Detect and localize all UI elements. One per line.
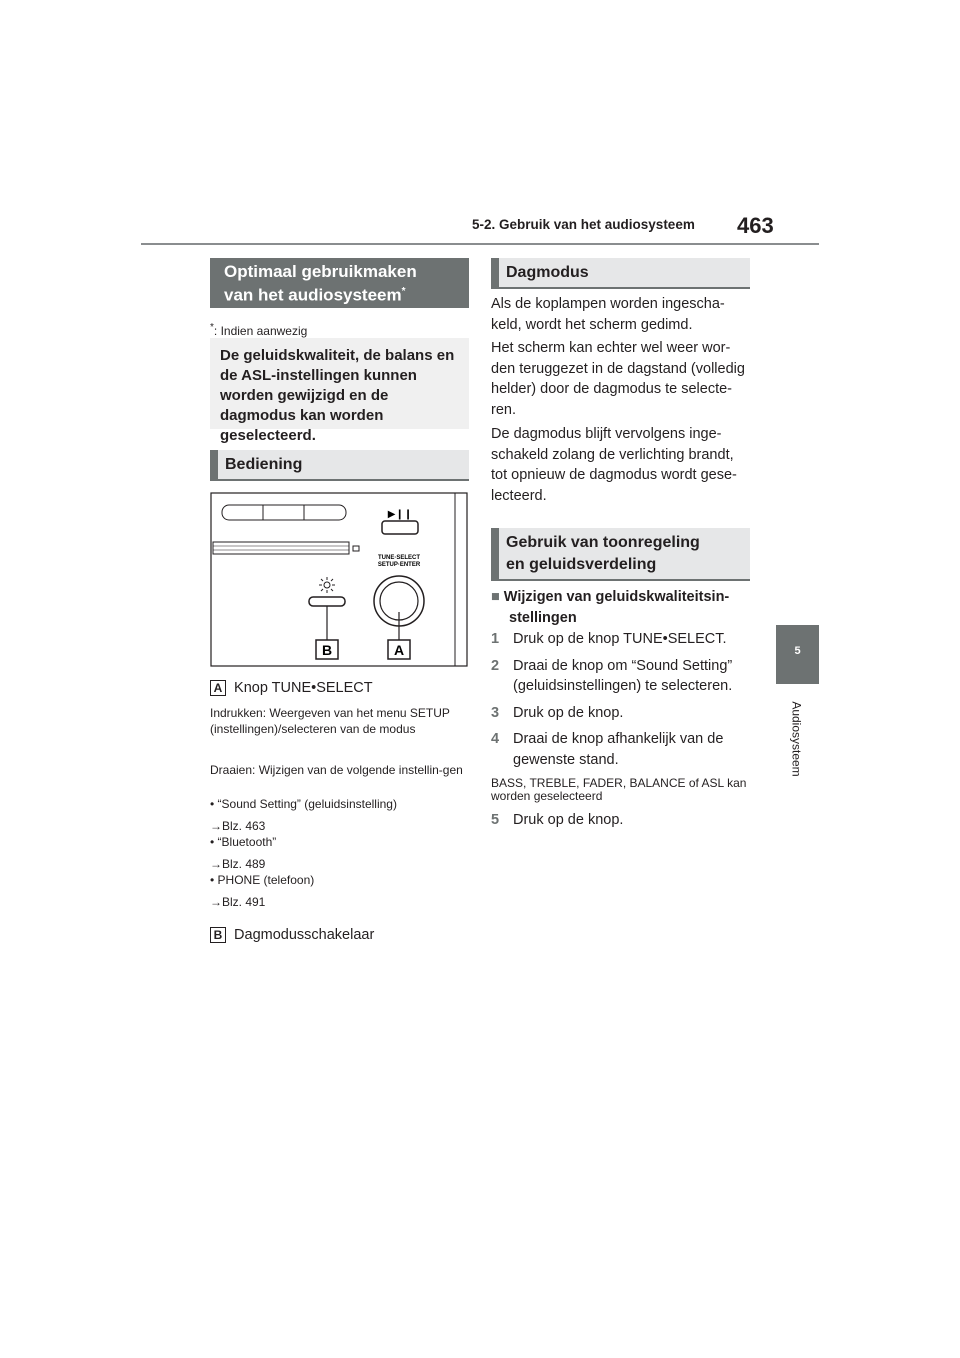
subheading-line2: stellingen [509, 609, 577, 626]
heading-bar [491, 258, 499, 287]
figure-label-a: A [393, 642, 405, 658]
page-ref: →Blz. 489 [210, 857, 266, 871]
heading-line2: en geluidsverdeling [506, 556, 657, 573]
dagmodus-paragraph-1: Als de koplampen worden ingescha-keld, wordt het scherm gedimd. [491, 296, 725, 333]
page-number: 463 [737, 213, 774, 238]
step-item [491, 703, 753, 724]
dagmodus-paragraph-3: De dagmodus blijft vervolgens inge-schakeld zolang de verlichting brandt, tot opnieuw de dagmodus wordt gese-lecteerd. [491, 426, 737, 504]
step-number: 2 [491, 657, 500, 674]
subheading-line1: Wijzigen van geluidskwaliteitsin- [503, 589, 730, 605]
list-item-text: “Bluetooth” [217, 835, 277, 849]
list-item-text: “Sound Setting” (geluidsinstelling) [217, 797, 397, 811]
step-text: Druk op de knop. [513, 812, 624, 828]
step-item-5 [491, 810, 753, 831]
header-rule [141, 243, 819, 245]
footnote [210, 320, 307, 339]
section-heading-optimaal [210, 258, 469, 308]
heading-footnote-mark: * [401, 286, 406, 297]
step-number: 4 [491, 731, 500, 747]
item-b-title-row [210, 925, 374, 946]
bullet: • [210, 873, 215, 887]
heading-bediening-text: Bediening [225, 456, 303, 473]
footnote-mark: * [210, 322, 214, 333]
item-a-title-row [210, 678, 373, 699]
step-number: 3 [491, 704, 500, 721]
step-item [491, 629, 753, 650]
knob-label-1: TUNE·SELECT [378, 555, 420, 561]
list-item-text: PHONE (telefoon) [217, 873, 315, 887]
list-item [210, 872, 465, 888]
list-item [210, 834, 465, 850]
step-number: 1 [491, 631, 500, 647]
knob-label-2: SETUP·ENTER [377, 562, 421, 568]
heading-toonregeling [491, 528, 750, 581]
heading-bediening [210, 450, 469, 481]
step-item [491, 656, 753, 697]
square-bullet-icon: ■ [491, 589, 500, 605]
heading-dagmodus [491, 258, 750, 289]
page-ref: →Blz. 491 [210, 895, 266, 909]
subheading [491, 587, 753, 628]
item-a-badge: A [210, 680, 226, 696]
figure-label-b: B [321, 642, 333, 658]
heading-line1: Optimaal gebruikmaken [224, 262, 417, 281]
section-title: 5-2. Gebruik van het audiosysteem [472, 217, 695, 232]
footnote-text: : Indien aanwezig [213, 324, 308, 338]
item-a-press: Indrukken: Weergeven van het menu SETUP (instellingen)/selecteren van de modus [210, 706, 450, 736]
page-ref: →Blz. 463 [210, 819, 266, 833]
step-item [491, 729, 753, 770]
step-text: Druk op de knop TUNE•SELECT. [513, 631, 727, 647]
note: BASS, TREBLE, FADER, BALANCE of ASL kan worden geselecteerd [491, 776, 747, 803]
list-item [210, 796, 465, 812]
radio-panel-illustration [210, 492, 468, 667]
heading-bar [491, 528, 499, 579]
item-b-badge: B [210, 927, 226, 943]
item-a-turn: Draaien: Wijzigen van de volgende instellin-gen [210, 763, 463, 777]
bullet: • [210, 797, 215, 811]
svg-text:▶❙❙: ▶❙❙ [387, 509, 413, 520]
chapter-label [779, 694, 815, 784]
chapter-label-text: Audiosysteem [790, 701, 804, 777]
radio-panel-figure [210, 492, 468, 667]
item-b-title: Dagmodusschakelaar [234, 927, 375, 943]
item-a-title: Knop TUNE•SELECT [234, 680, 373, 696]
heading-bar [210, 450, 218, 479]
item-a-list [210, 796, 465, 910]
heading-dagmodus-text: Dagmodus [506, 264, 589, 281]
steps-list [491, 629, 753, 770]
step-text: Draai de knop om “Sound Setting” (geluidsinstellingen) te selecteren. [513, 657, 733, 694]
heading-toonregeling-text [506, 532, 700, 576]
heading-line1: Gebruik van toonregeling [506, 534, 700, 551]
heading-line2: van het audiosysteem [224, 285, 402, 305]
step-text: Draai de knop afhankelijk van de gewenste stand. [513, 731, 724, 768]
dagmodus-paragraph-2: Het scherm kan echter wel weer wor-den teruggezet in de dagstand (volledig helder) door de dagmodus te selecte-ren. [491, 340, 745, 418]
step-number: 5 [491, 812, 500, 828]
intro-box: De geluidskwaliteit, de balans en de ASL-instellingen kunnen worden gewijzigd en de dagmodus kan worden geselecteerd. [210, 338, 469, 429]
step-text: Druk op de knop. [513, 704, 624, 721]
bullet: • [210, 835, 215, 849]
chapter-tab: 5 [776, 625, 819, 684]
